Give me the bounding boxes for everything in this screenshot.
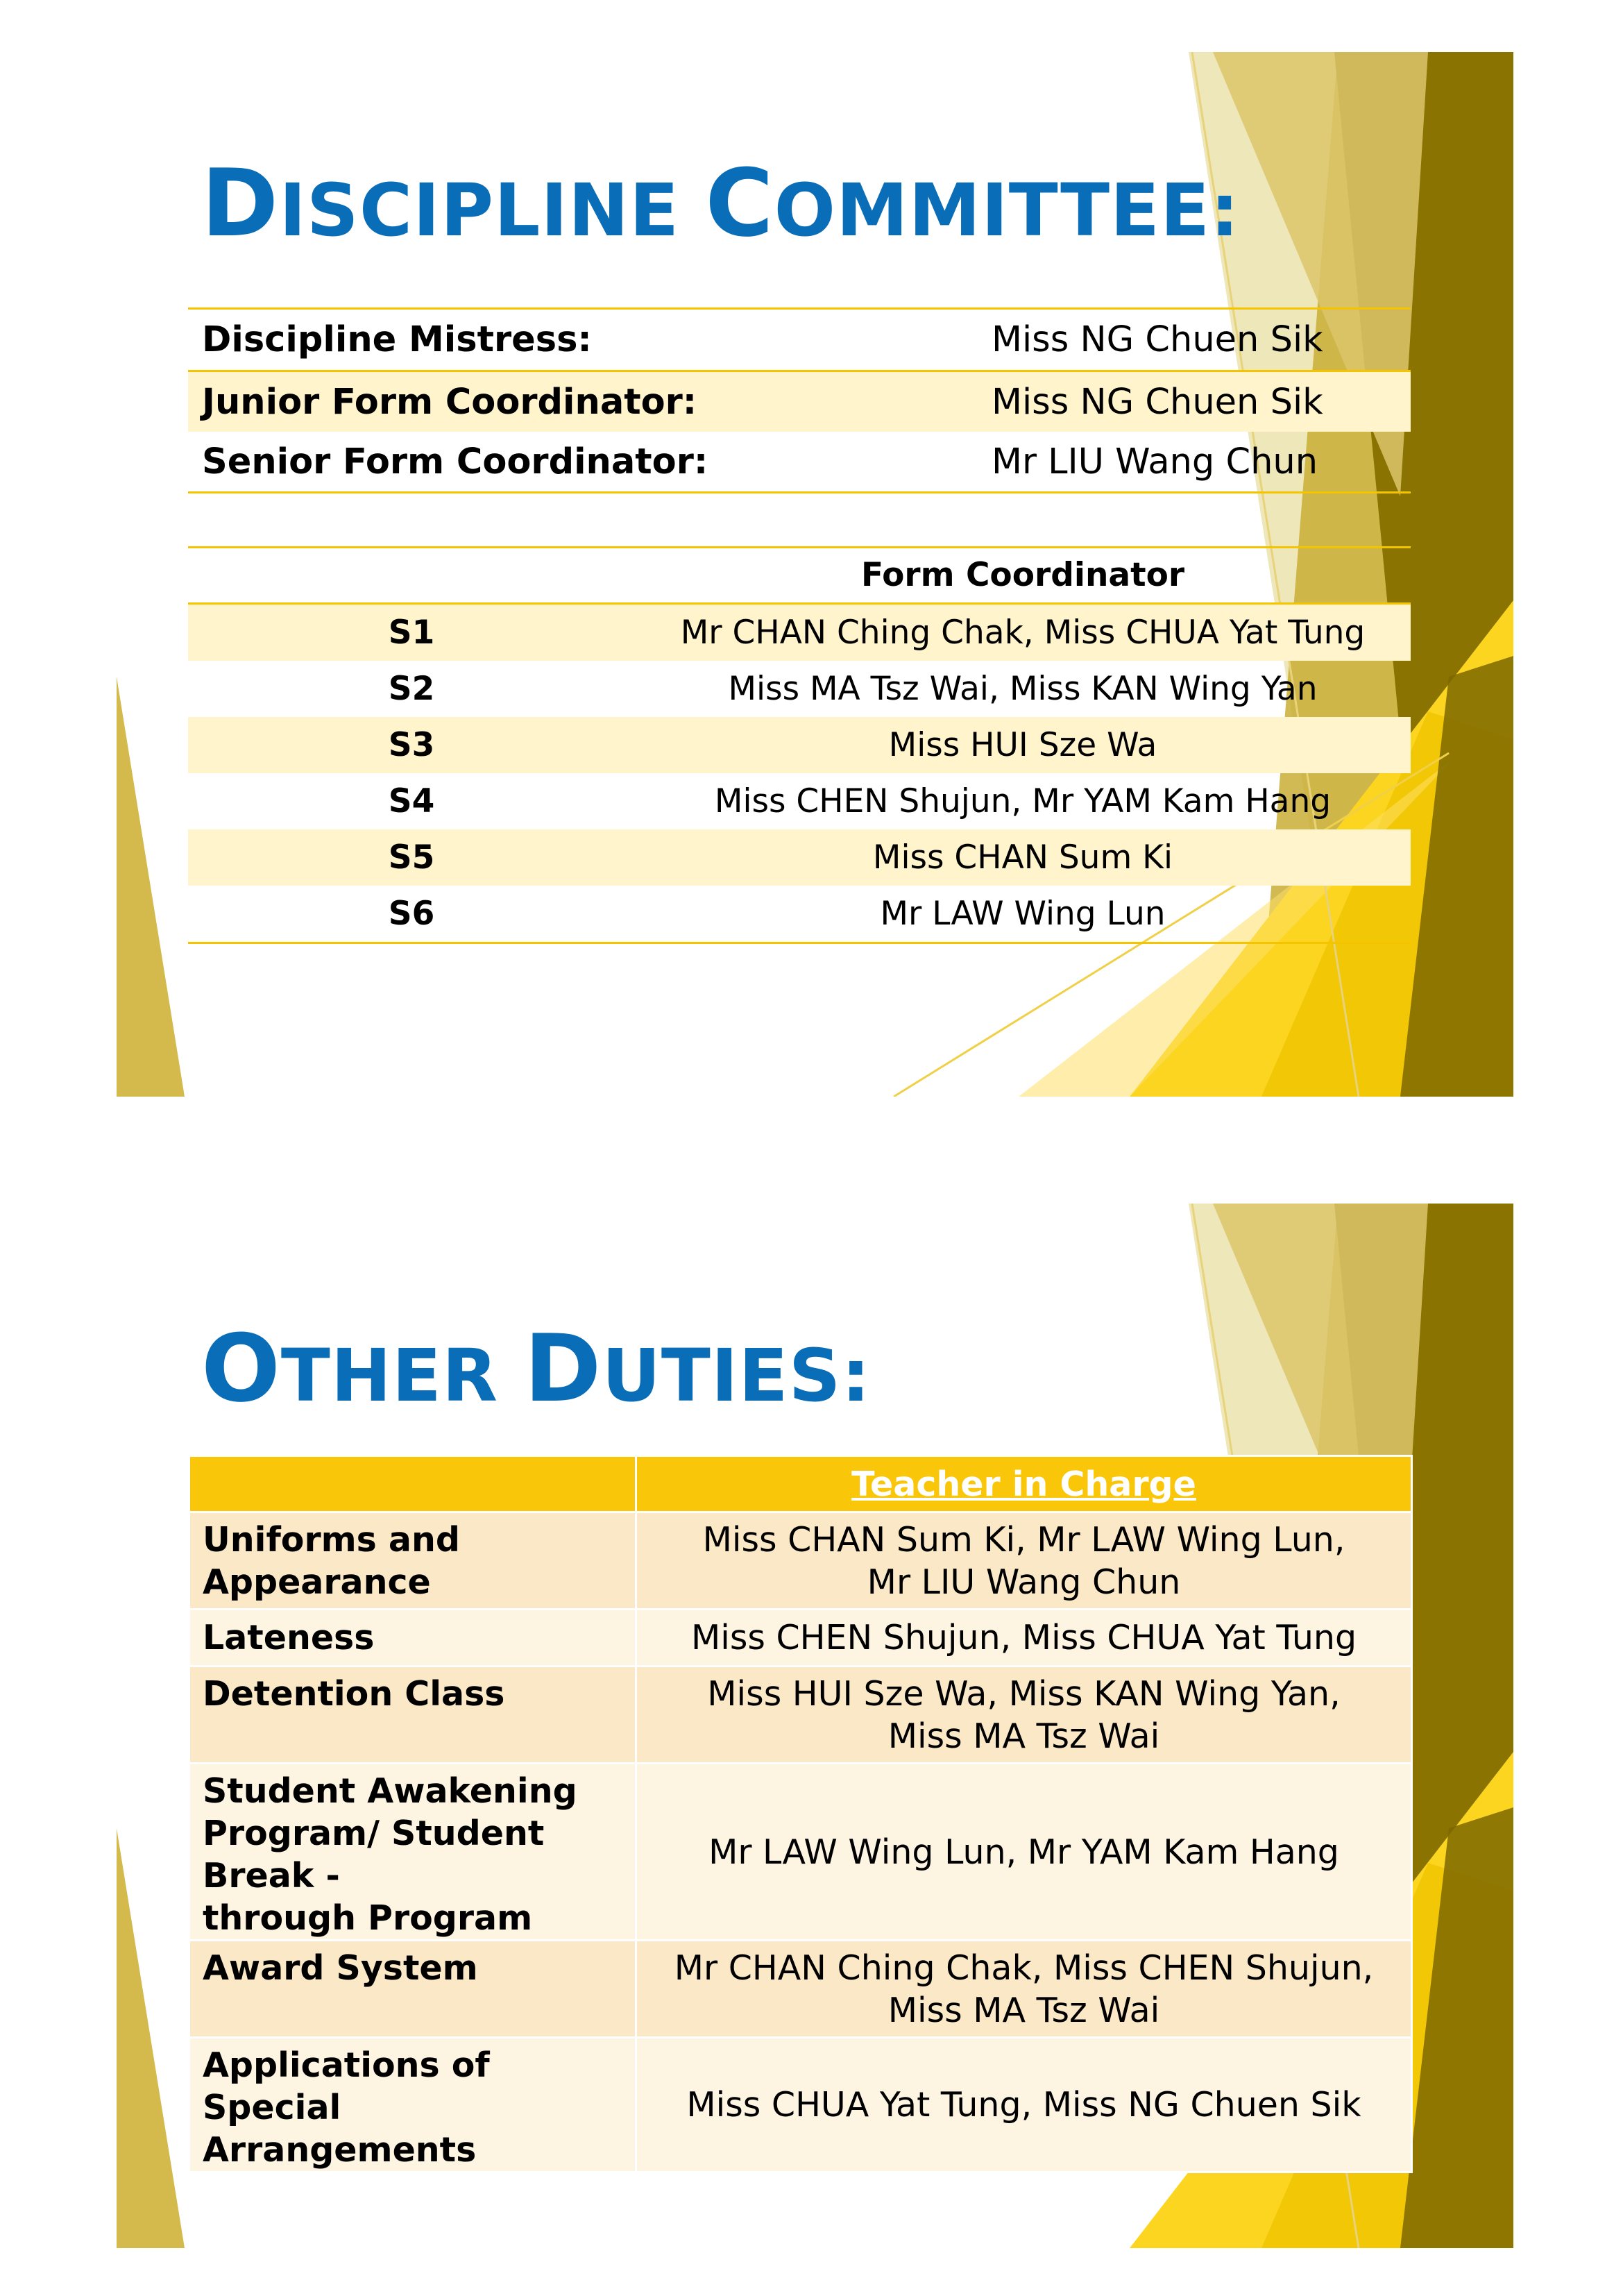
form-coordinators: Miss HUI Sze Wa [888, 726, 1157, 764]
form-coordinator-header: Form Coordinator [860, 556, 1185, 594]
table-row [189, 1666, 1412, 1764]
form-level: S1 [388, 614, 435, 652]
form-row-s1 [188, 605, 1411, 661]
form-coordinators: Miss CHAN Sum Ki [872, 838, 1173, 877]
table-header-row [189, 1456, 1412, 1512]
role-row-junior-coordinator [188, 372, 1411, 432]
role-label: Senior Form Coordinator: [202, 441, 708, 482]
form-row-s2 [188, 661, 1411, 717]
form-row-s6 [188, 886, 1411, 942]
form-level: S6 [388, 895, 435, 933]
teachers: Miss CHAN Sum Ki, Mr LAW Wing Lun, Mr LIU Wang Chun [636, 1512, 1412, 1610]
form-coordinators: Mr CHAN Ching Chak, Miss CHUA Yat Tung [680, 614, 1366, 652]
teachers: Miss HUI Sze Wa, Miss KAN Wing Yan, Miss MA Tsz Wai [636, 1666, 1412, 1764]
role-value: Mr LIU Wang Chun [992, 441, 1318, 482]
table-row [189, 1941, 1412, 2038]
page-title: DISCIPLINE COMMITTEE: [201, 149, 1240, 258]
divider [188, 942, 1411, 944]
role-row-discipline-mistress [188, 310, 1411, 370]
other-duties-table [188, 1455, 1413, 2173]
table-row [189, 2038, 1412, 2172]
duty-name: Lateness [189, 1610, 636, 1666]
slide-other-duties [117, 1204, 1513, 2248]
role-value: Miss NG Chuen Sik [992, 319, 1323, 360]
teacher-in-charge-header: Teacher in Charge [636, 1456, 1412, 1512]
role-label: Discipline Mistress: [202, 319, 592, 360]
slide-discipline-committee [117, 52, 1513, 1097]
duty-name: Applications of Special Arrangements [189, 2038, 636, 2172]
form-row-s5 [188, 829, 1411, 886]
table-row [189, 1764, 1412, 1941]
teachers: Mr CHAN Ching Chak, Miss CHEN Shujun, Miss MA Tsz Wai [636, 1941, 1412, 2038]
role-label: Junior Form Coordinator: [202, 381, 697, 423]
form-row-s4 [188, 773, 1411, 829]
teachers: Miss CHUA Yat Tung, Miss NG Chuen Sik [636, 2038, 1412, 2172]
form-coordinators: Miss MA Tsz Wai, Miss KAN Wing Yan [728, 670, 1318, 708]
role-row-senior-coordinator [188, 432, 1411, 491]
table-row [189, 1512, 1412, 1610]
form-coordinators: Miss CHEN Shujun, Mr YAM Kam Hang [714, 782, 1332, 820]
form-level: S3 [388, 726, 435, 764]
duty-name: Detention Class [189, 1666, 636, 1764]
duty-name: Student Awakening Program/ Student Break - through Program [189, 1764, 636, 1941]
form-level: S4 [388, 782, 435, 820]
page-title: OTHER DUTIES: [201, 1315, 872, 1423]
divider [188, 491, 1411, 493]
teachers: Miss CHEN Shujun, Miss CHUA Yat Tung [636, 1610, 1412, 1666]
form-row-s3 [188, 717, 1411, 773]
duty-name: Award System [189, 1941, 636, 2038]
header-empty-cell [189, 1456, 636, 1512]
table-row [189, 1610, 1412, 1666]
role-value: Miss NG Chuen Sik [992, 381, 1323, 423]
duty-name: Uniforms and Appearance [189, 1512, 636, 1610]
form-coordinator-header-row [188, 548, 1411, 602]
teachers: Mr LAW Wing Lun, Mr YAM Kam Hang [636, 1764, 1412, 1941]
form-level: S2 [388, 670, 435, 708]
form-level: S5 [388, 838, 435, 877]
form-coordinators: Mr LAW Wing Lun [880, 895, 1166, 933]
